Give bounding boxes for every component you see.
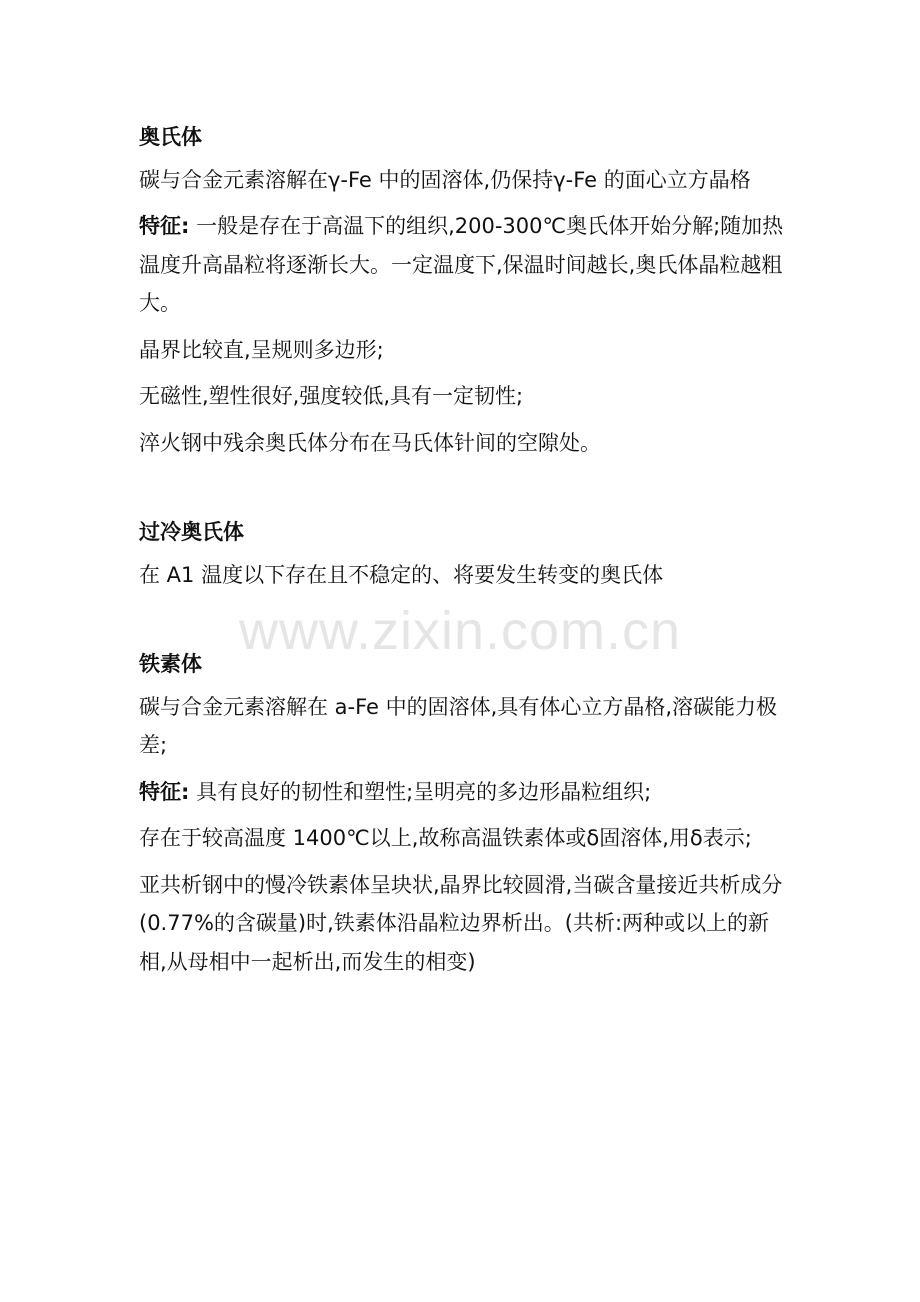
watermark: www.zixin.com.cn <box>238 601 682 661</box>
paragraph-text: 碳与合金元素溶解在γ-Fe 中的固溶体,仍保持γ-Fe 的面心立方晶格 <box>139 167 751 192</box>
document-body <box>139 118 789 989</box>
paragraph <box>139 819 789 866</box>
paragraph-text: 淬火钢中残余奥氏体分布在马氏体针间的空隙处。 <box>139 430 601 455</box>
section-supercooled-austenite <box>139 513 789 602</box>
paragraph-text: 碳与合金元素溶解在 a-Fe 中的固溶体,具有体心立方晶格,溶碳能力极差; <box>139 694 777 757</box>
paragraph <box>139 377 789 424</box>
section-ferrite <box>139 645 789 989</box>
paragraph <box>139 331 789 378</box>
paragraph <box>139 688 789 773</box>
paragraph <box>139 556 789 603</box>
paragraph-label: 特征: <box>139 779 190 804</box>
paragraph-text: 一般是存在于高温下的组织,200-300℃奥氏体开始分解;随加热温度升高晶粒将逐渐长大。一定温度下,保温时间越长,奥氏体晶粒越粗大。 <box>139 214 784 315</box>
paragraph-text: 具有良好的韧性和塑性;呈明亮的多边形晶粒组织; <box>189 779 652 804</box>
section-heading: 奥氏体 <box>139 125 202 149</box>
paragraph-text: 亚共析钢中的慢冷铁素体呈块状,晶界比较圆滑,当碳含量接近共析成分(0.77%的含碳量)时,铁素体沿晶粒边界析出。(共析:两种或以上的新相,从母相中一起析出,而发生的相变) <box>139 872 783 974</box>
paragraph-text: 在 A1 温度以下存在且不稳定的、将要发生转变的奥氏体 <box>139 562 664 587</box>
section-austenite <box>139 118 789 470</box>
paragraph-text: 存在于较高温度 1400℃以上,故称高温铁素体或δ固溶体,用δ表示; <box>139 826 752 850</box>
paragraph-label: 特征: <box>139 214 190 238</box>
section-heading: 铁素体 <box>139 652 202 676</box>
paragraph <box>139 773 789 820</box>
paragraph <box>139 866 789 990</box>
paragraph-text: 无磁性,塑性很好,强度较低,具有一定韧性; <box>139 384 524 408</box>
paragraph <box>139 424 789 471</box>
paragraph <box>139 207 789 331</box>
paragraph-text: 晶界比较直,呈规则多边形; <box>139 337 384 362</box>
section-heading: 过冷奥氏体 <box>139 520 244 544</box>
paragraph <box>139 161 789 208</box>
